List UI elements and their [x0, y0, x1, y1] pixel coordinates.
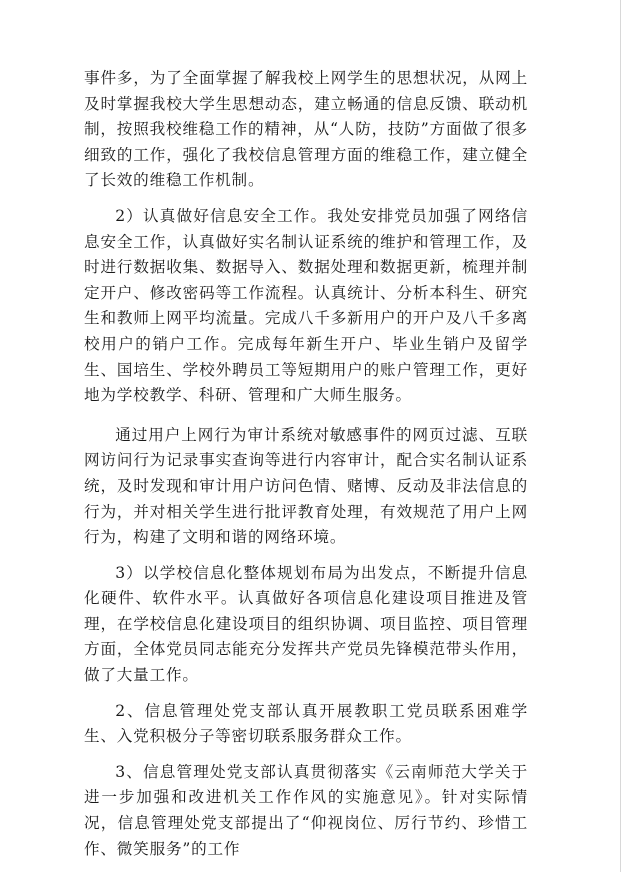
paragraph-party-branch-contact: 2、信息管理处党支部认真开展教职工党员联系困难学生、入党积极分子等密切联系服务群众工作。 [84, 701, 528, 746]
paragraph-behavior-audit: 通过用户上网行为审计系统对敏感事件的网页过滤、互联网访问行为记录事实查询等进行内容审计，配合实名制认证系统，及时发现和审计用户访问色情、赌博、反动及非法信息的行为，并对相关学生进行批评教育处理，有效规范了用户上网行为，构建了文明和谐的网络环境。 [84, 425, 528, 547]
document-body [84, 66, 528, 872]
paragraph-info-security: 2）认真做好信息安全工作。我处安排党员加强了网络信息安全工作，认真做好实名制认证系统的维护和管理工作，及时进行数据收集、数据导入、数据处理和数据更新，梳理并制定开户、修改密码等工作流程。认真统计、分析本科生、研究生和教师上网平均流量。完成八千多新用户的开户及八千多离校用户的销户工作。完成每年新生开户、毕业生销户及留学生、国培生、学校外聘员工等短期用户的账户管理工作，更好地为学校教学、科研、管理和广大师生服务。 [84, 206, 528, 405]
paragraph-party-branch-style: 3、信息管理处党支部认真贯彻落实《云南师范大学关于进一步加强和改进机关工作作风的实施意见》。针对实际情况，信息管理处党支部提出了“仰视岗位、厉行节约、珍惜工作、微笑服务”的工作 [84, 762, 528, 858]
page-edge [620, 0, 621, 872]
paragraph-continuation: 事件多，为了全面掌握了解我校上网学生的思想状况，从网上及时掌握我校大学生思想动态，建立畅通的信息反馈、联动机制，按照我校维稳工作的精神，从“人防，技防”方面做了很多细致的工作，强化了我校信息管理方面的维稳工作，建立健全了长效的维稳工作机制。 [84, 69, 528, 190]
paragraph-informatization-plan: 3）以学校信息化整体规划布局为出发点，不断提升信息化硬件、软件水平。认真做好各项信息化建设项目推进及管理，在学校信息化建设项目的组织协调、项目监控、项目管理方面，全体党员同志能充分发挥共产党员先锋模范带头作用，做了大量工作。 [84, 563, 528, 685]
